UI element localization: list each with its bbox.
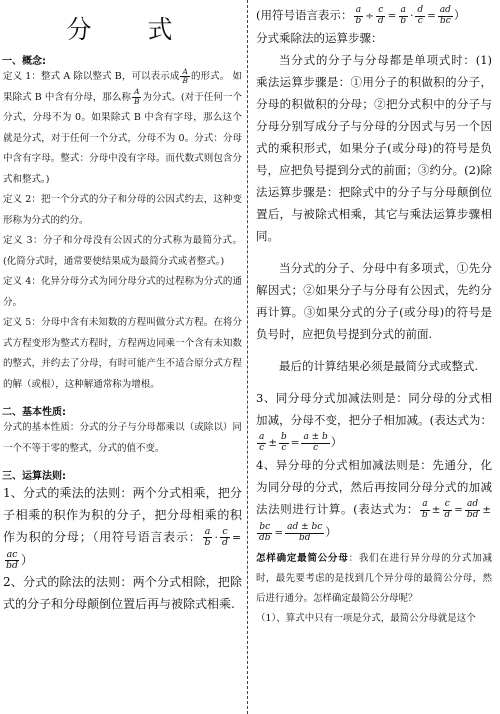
fraction-a-over-b: $\frac{A}{B}$ — [134, 87, 140, 106]
column-divider — [247, 0, 248, 714]
right-column — [252, 0, 496, 714]
left-column — [0, 0, 245, 714]
definition-5: 定义 5：分母中含有未知数的方程叫做分式方程。在将分式方程变形为整式方程时，方程两边同乘一个含有未知数的整式，并约去了分母，有时可能产生不适合原分式方程的解（或根），这种解通常称为增根。 — [3, 317, 242, 390]
lcd-paragraph: 怎样确定最简公分母：我们在进行异分母的分式加减时，最先要考虑的是找到几个异分母的最简公分母，然后进行通分。怎样确定最简公分母呢？ — [256, 553, 492, 604]
steps-title: 分式乘除法的运算步骤： — [256, 31, 383, 45]
definition-1: 定义 1：整式 A 除以整式 B，可以表示成 $\frac{A}{B}$ 的形式。 如果除式 B 中含有分母，那么称 $\frac{A}{B}$ 为分式。(对于任何一个分式，分母不为 0。如果除式 B 中含有字母，那么这个就是分式，对于任何一个分式，分母不为 0。分式：分母中含有字母。整式：分母中没有字母。而代数式则包含分式和整式。) — [3, 66, 242, 185]
definition-3: 定义 3：分子和分母没有公因式的分式称为最简分式。(化简分式时，通常要使结果成为最简分式或者整式。) — [3, 235, 242, 267]
final-result-note: 最后的计算结果必须是最简分式或整式. — [279, 359, 479, 373]
division-formula: (用符号语言表示： $\frac{a}{b}$ ÷ $\frac{c}{d}$ = $\frac{a}{b}$ · $\frac{d}{c}$ = $\frac{ad}{bc}$ ） — [256, 4, 466, 26]
basic-property: 分式的基本性质：分式的分子与分母都乘以（或除以）同一个不等于零的整式，分式的值不变。 — [3, 422, 242, 454]
definition-2: 定义 2：把一个分式的分子和分母的公因式约去，这种变形称为分式的约分。 — [3, 194, 242, 226]
rule-multiplication: 1、分式的乘法的法则：两个分式相乘，把分子相乘的积作为积的分子，把分母相乘的积作为积的分母；（用符号语言表示： $\frac{a}{b}$ · $\frac{c}{d}$ = $\frac{ac}{bd}$ ） — [3, 486, 242, 571]
rule-division: 2、分式的除法的法则：两个分式相除，把除式的分子和分母颠倒位置后再与被除式相乘. — [3, 575, 242, 612]
section-properties-heading: 二、基本性质: — [2, 407, 66, 418]
polynomial-steps: 当分式的分子、分母中有多项式，①先分解因式；②如果分子与分母有公因式，先约分再计算。③如果分式的分子(或分母)的符号是负号时，应把负号提到分式的前面. — [256, 261, 492, 341]
fraction-a-over-b: $\frac{A}{B}$ — [182, 66, 188, 85]
monomial-steps: 当分式的分子与分母都是单项式时：(1) 乘法运算步骤是：①用分子的积做积的分子，分母的积做积的分母；②把分式积中的分子与分母分别写成分子与分母的分因式与另一个因式的乘积形式，如果分子(或分母)的符号是负号，应把负号提到分式的前面；③约分。(2)除法运算步骤是：把除式中的分子与分母颠倒位置后，与被除式相乘，其它与乘法运算步骤相同。 — [256, 53, 492, 243]
rule-different-denominator: 4、异分母的分式相加减法则是：先通分，化为同分母的分式，然后再按同分母分式的加减法法则进行计算。(表达式为： $\frac{a}{b}$ ± $\frac{c}{d}$ = $\frac{ad}{bd}$ ± $\frac{bc}{db}$ = $\frac{ad \pm bc}{bd}$ ） — [256, 458, 492, 543]
rule-same-denominator: 3、同分母分式加减法则是：同分母的分式相加减，分母不变，把分子相加减。(表达式为： $\frac{a}{c}$ ± $\frac{b}{c}$ = $\frac{a \pm b}{c}$ ） — [256, 391, 492, 453]
lcd-item-1: （1）、算式中只有一项是分式，最简公分母就是这个 — [256, 613, 476, 624]
section-rules-heading: 三、运算法则: — [2, 471, 66, 482]
section-concepts-heading: 一、概念: — [2, 56, 46, 67]
page-title: 分 式 — [66, 15, 197, 44]
definition-4: 定义 4：化异分母分式为同分母分式的过程称为分式的通分。 — [3, 276, 242, 308]
